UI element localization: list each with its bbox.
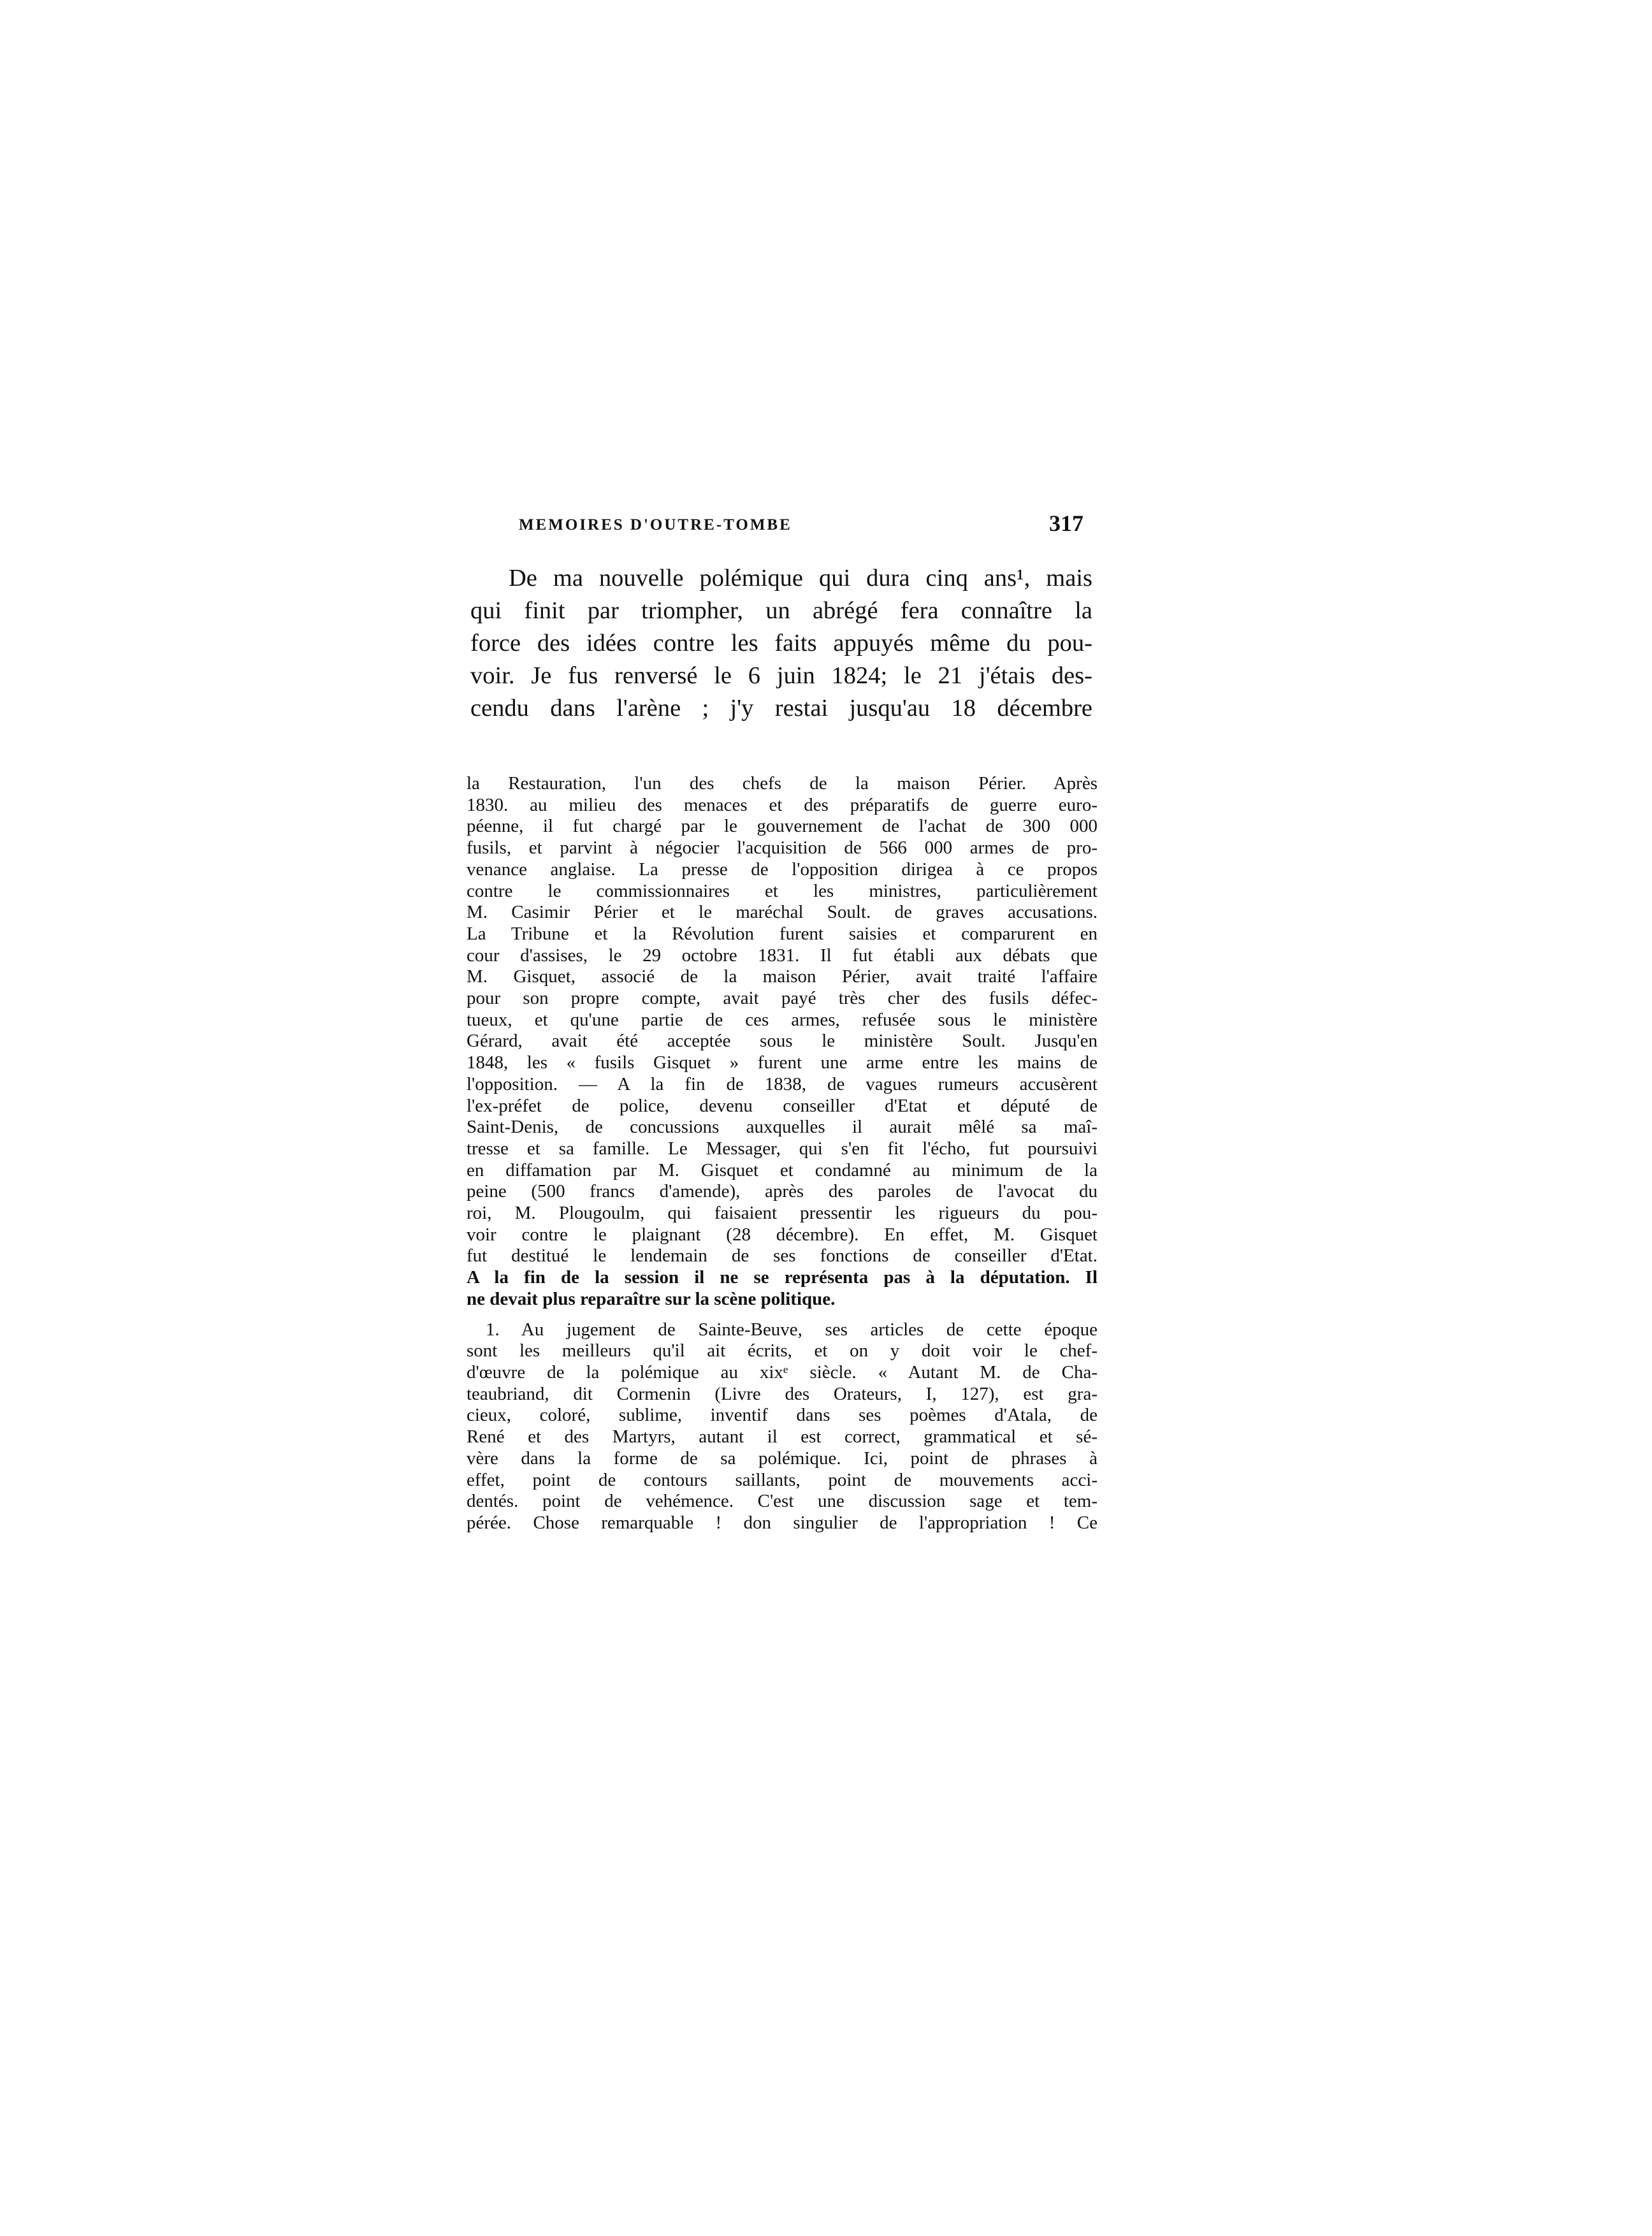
main-paragraph xyxy=(461,562,1092,725)
footnote-line: M. Casimir Périer et le maréchal Soult. de graves accusations. xyxy=(467,902,1098,923)
footnote-line: pour son propre compte, avait payé très cher des fusils défec- xyxy=(467,988,1098,1009)
footnote-line: d'œuvre de la polémique au xixᵉ siècle. « Autant M. de Cha- xyxy=(467,1361,1098,1383)
footnote-line: René et des Martyrs, autant il est correct, grammatical et sé- xyxy=(467,1427,1098,1448)
footnote-line: contre le commissionnaires et les ministres, particulièrement xyxy=(467,880,1098,901)
footnote-1 xyxy=(467,1319,1098,1534)
footnote-line: 1848, les « fusils Gisquet » furent une arme entre les mains de xyxy=(467,1052,1098,1073)
footnote-line: cour d'assises, le 29 octobre 1831. Il fut établi aux débats que xyxy=(467,945,1098,966)
footnote-line: A la fin de la session il ne se représenta pas à la députation. Il xyxy=(467,1267,1098,1288)
footnote-line: Gérard, avait été acceptée sous le ministère Soult. Jusqu'en xyxy=(467,1031,1098,1052)
footnote-line: voir contre le plaignant (28 décembre). En effet, M. Gisquet xyxy=(467,1224,1098,1245)
footnote-line: dentés. point de vehémence. C'est une discussion sage et tem- xyxy=(467,1491,1098,1512)
footnote-line: 1830. au milieu des menaces et des préparatifs de guerre euro- xyxy=(467,794,1098,815)
footnote-line: péenne, il fut chargé par le gouvernement de l'achat de 300 000 xyxy=(467,816,1098,837)
footnote-line: ne devait plus reparaître sur la scène politique. xyxy=(467,1288,836,1309)
main-line: voir. Je fus renversé le 6 juin 1824; le 21 j'étais des- xyxy=(470,662,1092,689)
footnote-line: tueux, et qu'une partie de ces armes, refusée sous le ministère xyxy=(467,1009,1098,1030)
footnote-line: teaubriand, dit Cormenin (Livre des Orateurs, I, 127), est gra- xyxy=(467,1383,1098,1404)
main-line: cendu dans l'arène ; j'y restai jusqu'au 18 décembre xyxy=(470,695,1092,722)
running-header xyxy=(461,510,1092,548)
footnote-line: fusils, et parvint à négocier l'acquisition de 566 000 armes de pro- xyxy=(467,838,1098,859)
footnote-line: tresse et sa famille. Le Messager, qui s'en fit l'écho, fut poursuivi xyxy=(467,1138,1098,1159)
footnote-line: effet, point de contours saillants, point de mouvements acci- xyxy=(467,1469,1098,1490)
main-line: force des idées contre les faits appuyés même du pou- xyxy=(470,630,1092,657)
footnote-line: La Tribune et la Révolution furent saisies et comparurent en xyxy=(467,923,1098,944)
footnote-line: fut destitué le lendemain de ses fonctions de conseiller d'Etat. xyxy=(467,1245,1098,1267)
footnote-line: sont les meilleurs qu'il ait écrits, et on y doit voir le chef- xyxy=(467,1340,1098,1361)
footnote-line: vère dans la forme de sa polémique. Ici, point de phrases à xyxy=(467,1448,1098,1469)
footnote-line: cieux, coloré, sublime, inventif dans ses poèmes d'Atala, de xyxy=(467,1405,1098,1426)
main-line: qui finit par triompher, un abrégé fera connaître la xyxy=(470,597,1092,624)
footnote-continued xyxy=(467,773,1098,1310)
page-number: 317 xyxy=(1049,511,1083,536)
footnote-line: venance anglaise. La presse de l'opposition dirigea à ce propos xyxy=(467,859,1098,880)
footnote-line: Saint-Denis, de concussions auxquelles il aurait mêlé sa maî- xyxy=(467,1117,1098,1138)
footnotes xyxy=(461,773,1098,1534)
footnote-line: la Restauration, l'un des chefs de la maison Périer. Après xyxy=(467,773,1098,794)
footnote-line: 1. Au jugement de Sainte-Beuve, ses articles de cette époque xyxy=(486,1319,1098,1340)
book-page xyxy=(461,510,1098,1534)
footnote-line: peine (500 francs d'amende), après des paroles de l'avocat du xyxy=(467,1181,1098,1202)
footnote-line: l'ex-préfet de police, devenu conseiller d'Etat et député de xyxy=(467,1095,1098,1116)
footnote-line: l'opposition. — A la fin de 1838, de vagues rumeurs accusèrent xyxy=(467,1073,1098,1094)
footnote-line: M. Gisquet, associé de la maison Périer, avait traité l'affaire xyxy=(467,966,1098,987)
footnote-line: pérée. Chose remarquable ! don singulier de l'appropriation ! Ce xyxy=(467,1512,1098,1533)
footnote-line: roi, M. Plougoulm, qui faisaient pressentir les rigueurs du pou- xyxy=(467,1203,1098,1224)
main-line: De ma nouvelle polémique qui dura cinq ans¹, mais xyxy=(509,565,1092,592)
running-title: MEMOIRES D'OUTRE-TOMBE xyxy=(519,516,792,534)
footnote-separator xyxy=(467,1310,1098,1319)
footnote-line: en diffamation par M. Gisquet et condamné au minimum de la xyxy=(467,1159,1098,1180)
